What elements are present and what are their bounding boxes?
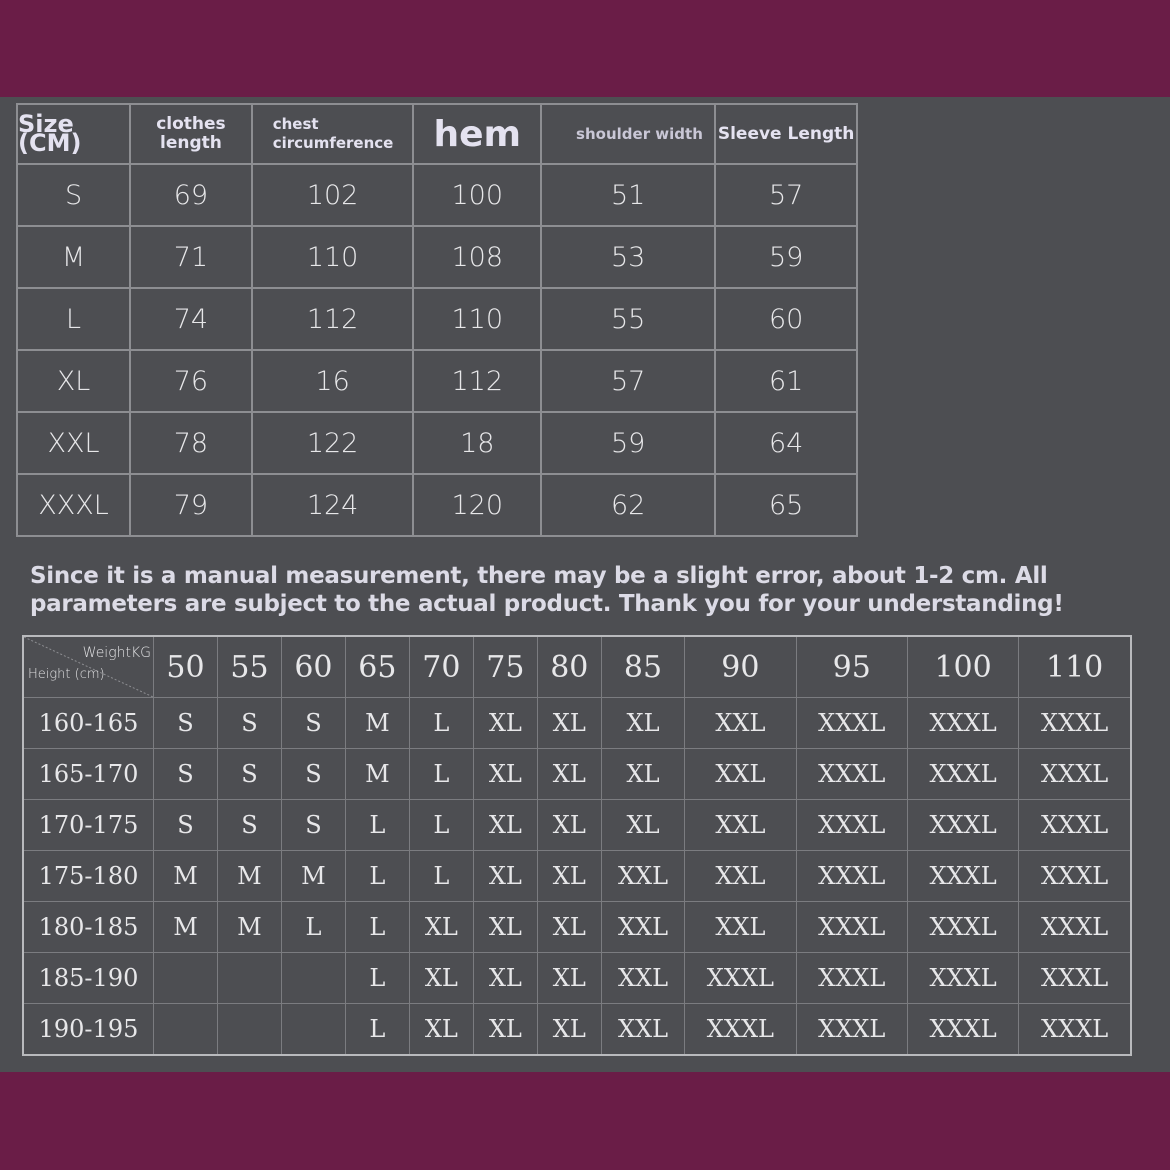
size-recommendation-cell: XL [473,953,537,1004]
corner-header [24,637,153,697]
table-cell: 120 [413,474,541,536]
height-range-cell: 175-180 [23,851,154,902]
size-recommendation-cell: S [154,800,218,851]
size-table-header-row [17,104,857,164]
size-recommendation-cell: XXXL [796,698,907,749]
size-recommendation-cell: L [345,953,409,1004]
size-recommendation-cell: M [217,902,281,953]
size-recommendation-cell: XXL [685,698,796,749]
size-recommendation-cell: XL [473,851,537,902]
table-cell: 100 [413,164,541,226]
size-chart-panel [0,97,1170,1072]
size-recommendation-cell: XXXL [685,1004,796,1056]
size-recommendation-cell [217,953,281,1004]
size-recommendation-cell: XXXL [1019,851,1131,902]
height-range-cell: 190-195 [23,1004,154,1056]
table-cell: 16 [252,350,414,412]
size-recommendation-cell: XL [537,953,601,1004]
size-measurement-table [16,103,858,537]
table-cell: 65 [715,474,857,536]
size-recommendation-cell: L [281,902,345,953]
table-cell: 122 [252,412,414,474]
size-recommendation-cell: XL [537,698,601,749]
size-recommendation-cell: XL [537,902,601,953]
sleeve-length-header: Sleeve Length [715,104,857,164]
size-recommendation-cell: XL [409,1004,473,1056]
weight-header-cell: 55 [217,636,281,698]
weight-header-cell: 50 [154,636,218,698]
size-recommendation-cell: XXL [685,800,796,851]
size-recommendation-cell: S [154,698,218,749]
table-row [23,851,1131,902]
table-cell: 112 [413,350,541,412]
size-recommendation-cell: XXL [601,902,684,953]
size-recommendation-cell: L [345,800,409,851]
size-recommendation-cell: XXXL [907,851,1018,902]
table-row [17,474,857,536]
size-recommendation-cell: XL [473,698,537,749]
weight-header-cell: 85 [601,636,684,698]
table-cell: 76 [130,350,252,412]
table-cell: 79 [130,474,252,536]
height-range-cell: 165-170 [23,749,154,800]
size-recommendation-cell [154,1004,218,1056]
size-recommendation-cell: XXL [601,953,684,1004]
size-recommendation-cell: XXXL [685,953,796,1004]
size-recommendation-cell: XXXL [1019,749,1131,800]
hem-header: hem [413,104,541,164]
measurement-note: Since it is a manual measurement, there may be a slight error, about 1-2 cm. All parameters are subject to the actual product. Thank you for your understanding! [30,563,1064,617]
size-recommendation-cell: XXXL [907,749,1018,800]
size-recommendation-cell: XXXL [907,902,1018,953]
height-axis-label: Height (cm) [28,667,105,682]
size-recommendation-cell: L [409,851,473,902]
height-range-cell: 180-185 [23,902,154,953]
size-recommendation-cell: XL [409,902,473,953]
size-recommendation-table [22,635,1132,1056]
height-range-cell: 185-190 [23,953,154,1004]
size-recommendation-cell: XXXL [796,749,907,800]
table-cell: S [17,164,130,226]
clothes-length-header: clothes length [130,104,252,164]
size-recommendation-cell: M [345,749,409,800]
size-recommendation-cell: XXXL [1019,698,1131,749]
table-row [23,902,1131,953]
table-cell: 78 [130,412,252,474]
table-cell: 57 [715,164,857,226]
size-recommendation-cell: S [217,800,281,851]
size-recommendation-cell: XXL [685,902,796,953]
table-row [23,749,1131,800]
size-recommendation-cell [281,953,345,1004]
table-cell: 53 [541,226,715,288]
size-recommendation-cell [281,1004,345,1056]
size-recommendation-cell: XXXL [907,953,1018,1004]
table-cell: 59 [715,226,857,288]
table-row [17,164,857,226]
weight-header-cell: 65 [345,636,409,698]
table-cell: XXXL [17,474,130,536]
size-recommendation-cell: XXXL [1019,1004,1131,1056]
table-row [17,412,857,474]
weight-header-cell: 100 [907,636,1018,698]
size-recommendation-cell: XL [601,800,684,851]
size-recommendation-cell [154,953,218,1004]
table-cell: 64 [715,412,857,474]
size-recommendation-cell: XXXL [907,800,1018,851]
table-cell: 112 [252,288,414,350]
size-recommendation-cell: XXXL [1019,800,1131,851]
shoulder-width-header: shoulder width [541,104,715,164]
size-recommendation-cell: XXXL [796,800,907,851]
size-recommendation-cell: XL [473,1004,537,1056]
table-cell: 59 [541,412,715,474]
weight-header-cell: 95 [796,636,907,698]
table-cell: 110 [252,226,414,288]
size-recommendation-cell: S [281,749,345,800]
weight-header-cell: 80 [537,636,601,698]
table-row [23,1004,1131,1056]
size-recommendation-cell: XL [473,800,537,851]
table-cell: 110 [413,288,541,350]
table-cell: 108 [413,226,541,288]
corner-header-cell [23,636,154,698]
table-cell: XXL [17,412,130,474]
table-cell: 74 [130,288,252,350]
size-recommendation-cell: XL [601,698,684,749]
table-row [23,800,1131,851]
size-recommendation-cell: S [154,749,218,800]
size-recommendation-cell: M [217,851,281,902]
size-recommendation-cell: S [281,800,345,851]
size-recommendation-cell: M [154,851,218,902]
table-cell: 102 [252,164,414,226]
size-recommendation-cell: L [345,902,409,953]
size-recommendation-cell: XXXL [796,851,907,902]
chest-circumference-header: chest circumference [252,104,414,164]
table-cell: XL [17,350,130,412]
table-cell: 60 [715,288,857,350]
size-header: Size (CM) [17,104,130,164]
table-cell: 124 [252,474,414,536]
table-row [17,288,857,350]
size-recommendation-cell: XL [537,800,601,851]
table-cell: 71 [130,226,252,288]
size-recommendation-cell: S [281,698,345,749]
size-recommendation-cell: L [409,698,473,749]
size-recommendation-cell: S [217,698,281,749]
size-recommendation-cell: L [409,800,473,851]
size-recommendation-cell: XL [537,851,601,902]
size-recommendation-cell: XXXL [907,698,1018,749]
table-cell: L [17,288,130,350]
size-recommendation-cell: XL [537,749,601,800]
size-recommendation-cell: M [345,698,409,749]
size-recommendation-cell: XXL [685,749,796,800]
size-recommendation-cell: XL [473,902,537,953]
size-recommendation-cell: XXXL [1019,953,1131,1004]
weight-header-cell: 110 [1019,636,1131,698]
table-cell: 62 [541,474,715,536]
size-recommendation-cell: XXL [685,851,796,902]
size-recommendation-cell: M [154,902,218,953]
size-recommendation-cell: XXL [601,1004,684,1056]
height-range-cell: 170-175 [23,800,154,851]
size-recommendation-cell: M [281,851,345,902]
size-recommendation-cell: L [345,1004,409,1056]
recommendation-header-row [23,636,1131,698]
table-cell: M [17,226,130,288]
weight-header-cell: 60 [281,636,345,698]
table-row [17,350,857,412]
table-row [23,953,1131,1004]
table-cell: 18 [413,412,541,474]
size-recommendation-cell: XL [409,953,473,1004]
table-cell: 55 [541,288,715,350]
weight-axis-label: WeightKG [82,645,151,661]
weight-header-cell: 75 [473,636,537,698]
size-recommendation-cell: XL [473,749,537,800]
size-recommendation-cell: XXXL [1019,902,1131,953]
weight-header-cell: 90 [685,636,796,698]
size-recommendation-cell [217,1004,281,1056]
size-recommendation-cell: S [217,749,281,800]
table-row [23,698,1131,749]
table-cell: 61 [715,350,857,412]
table-cell: 69 [130,164,252,226]
size-recommendation-cell: XXXL [796,902,907,953]
table-cell: 51 [541,164,715,226]
size-recommendation-cell: XXXL [796,1004,907,1056]
size-recommendation-cell: L [345,851,409,902]
size-recommendation-cell: XL [537,1004,601,1056]
size-recommendation-cell: XXXL [796,953,907,1004]
weight-header-cell: 70 [409,636,473,698]
size-recommendation-cell: XXXL [907,1004,1018,1056]
height-range-cell: 160-165 [23,698,154,749]
size-recommendation-cell: L [409,749,473,800]
size-recommendation-cell: XL [601,749,684,800]
table-row [17,226,857,288]
table-cell: 57 [541,350,715,412]
size-recommendation-cell: XXL [601,851,684,902]
